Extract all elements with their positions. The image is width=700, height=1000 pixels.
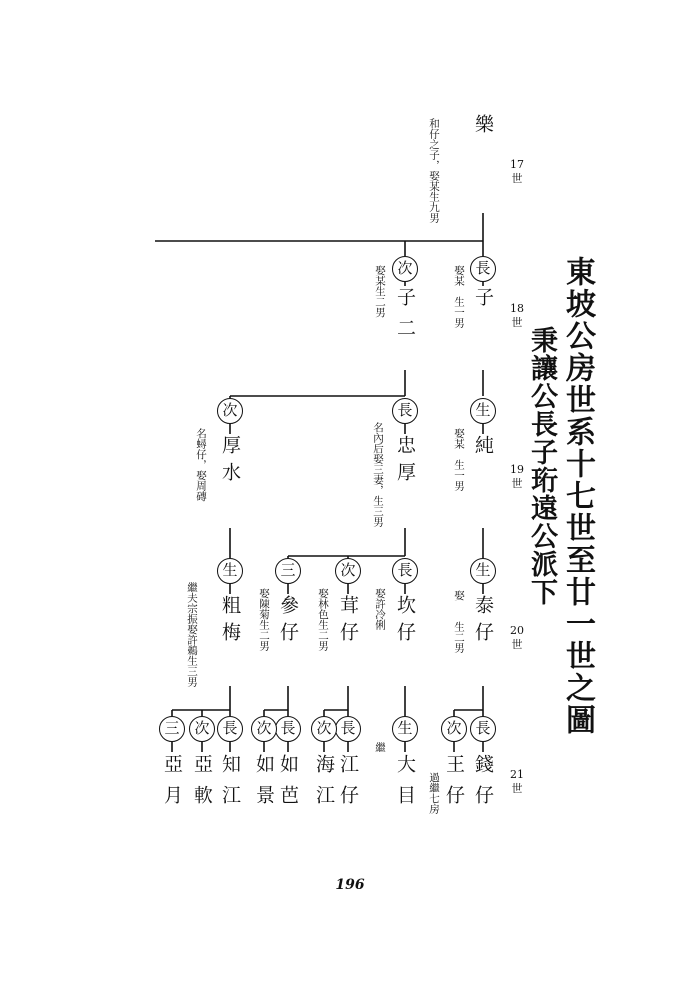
rank-badge: 長 xyxy=(392,398,418,424)
rank-badge: 次 xyxy=(311,716,337,742)
person-rongzai-name: 茸仔 xyxy=(337,595,359,649)
person-shenzai-note: 娶陳菊生二男 xyxy=(258,588,271,651)
person-houshui-note: 名蟳仔，娶周磚 xyxy=(195,428,208,502)
chart-subtitle: 秉讓公長子珩遠公派下 xyxy=(526,326,557,606)
person-yaqian-name: 亞軟 xyxy=(191,754,213,816)
person-zi-name: 子 xyxy=(472,287,494,306)
person-zhonghou-note: 名內后娶三妻，生三男 xyxy=(372,422,385,527)
generation-label: 17 世 xyxy=(510,158,524,185)
generation-label: 19 世 xyxy=(510,463,524,490)
rank-badge: 長 xyxy=(275,716,301,742)
person-qianzai-name: 錢仔 xyxy=(472,754,494,816)
generation-label: 18 世 xyxy=(510,302,524,329)
person-le-name: 樂 xyxy=(472,114,494,133)
person-wangzai-name: 王仔 xyxy=(443,754,465,816)
generation-label: 21 世 xyxy=(510,768,524,795)
person-wangzai-note: 過繼七房 xyxy=(428,772,441,814)
rank-badge: 次 xyxy=(251,716,277,742)
person-houshui-name: 厚水 xyxy=(219,435,241,489)
rank-badge: 生 xyxy=(392,716,418,742)
rank-badge: 次 xyxy=(392,256,418,282)
person-taizai-name: 泰仔 xyxy=(472,595,494,649)
person-zi-note: 娶某 生一男 xyxy=(453,265,466,328)
rank-badge: 長 xyxy=(470,256,496,282)
person-kanzai-name: 坎仔 xyxy=(394,595,416,649)
rank-badge: 生 xyxy=(470,558,496,584)
person-yayue-name: 亞月 xyxy=(161,754,183,816)
rank-badge: 生 xyxy=(217,558,243,584)
person-haijiang-name: 海江 xyxy=(313,754,335,816)
person-zhonghou-name: 忠厚 xyxy=(394,435,416,489)
person-cumei-note: 繼夫宗振娶許鵜生三男 xyxy=(186,582,199,687)
person-shenzai-name: 參仔 xyxy=(277,595,299,649)
person-taizai-note: 娶 生二男 xyxy=(453,590,466,653)
rank-badge: 次 xyxy=(189,716,215,742)
page-number: 196 xyxy=(335,877,365,893)
rank-badge: 三 xyxy=(159,716,185,742)
person-zier-note: 娶某生二男 xyxy=(374,265,387,318)
rank-badge: 長 xyxy=(392,558,418,584)
person-le-note: 和仔之子，娶某生九男 xyxy=(428,118,441,223)
rank-badge: 次 xyxy=(335,558,361,584)
rank-badge: 三 xyxy=(275,558,301,584)
person-jiangzai-name: 江仔 xyxy=(337,754,359,816)
person-zhijiang-name: 知江 xyxy=(219,754,241,816)
person-rongzai-note: 娶林色生二男 xyxy=(317,588,330,651)
rank-badge: 生 xyxy=(470,398,496,424)
rank-badge: 長 xyxy=(217,716,243,742)
rank-badge: 次 xyxy=(441,716,467,742)
person-zier-name: 子二 xyxy=(394,287,416,349)
person-damu-note: 繼 xyxy=(374,742,387,753)
person-damu-name: 大目 xyxy=(394,754,416,816)
rank-badge: 次 xyxy=(217,398,243,424)
person-cumei-name: 粗梅 xyxy=(219,595,241,649)
person-rubo-name: 如芭 xyxy=(277,754,299,816)
generation-label: 20 世 xyxy=(510,624,524,651)
rank-badge: 長 xyxy=(470,716,496,742)
person-rujing-name: 如景 xyxy=(253,754,275,816)
chart-title: 東坡公房世系十七世至廿一世之圖 xyxy=(560,256,595,736)
rank-badge: 長 xyxy=(335,716,361,742)
person-chun-note: 娶某 生一男 xyxy=(453,428,466,491)
person-kanzai-note: 娶許冷俐 xyxy=(374,588,387,630)
person-chun-name: 純 xyxy=(472,435,494,454)
